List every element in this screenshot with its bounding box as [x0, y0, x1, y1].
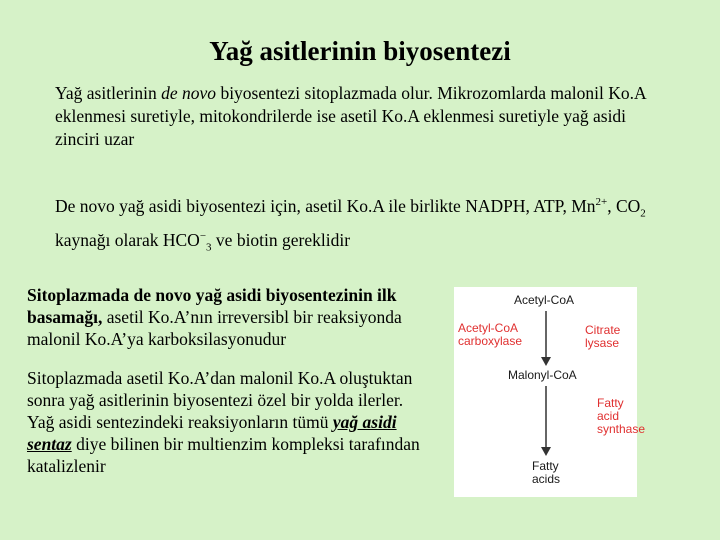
page-title: Yağ asitlerinin biyosentezi [209, 36, 511, 66]
p2-part1: De novo yağ asidi biyosentezi için, asetil Ko.A ile birlikte NADPH, ATP, Mn [55, 195, 596, 216]
p1-text-start: Yağ asitlerinin [55, 83, 162, 103]
lb1-rest: asetil Ko.A’nın irreversibl bir reaksiyonda malonil Ko.A’ya karboksilasyonudur [27, 307, 402, 349]
fatty-acids-label: Fatty acids [532, 459, 561, 486]
lb2-emphasis: yağ asidi sentaz [27, 412, 397, 454]
lb1-bold: Sitoplazmada de novo yağ asidi biyosentezinin ilk basamağı, [27, 285, 397, 327]
fatty-acid-synthase-label: Fatty acid synthase [597, 396, 646, 436]
p2-hco-sup: − [199, 230, 207, 243]
arrow-malonyl-to-fatty-acids [541, 386, 551, 456]
p2-part4: ve biotin gereklidir [211, 230, 351, 251]
acetyl-coa-label: Acetyl-CoA [514, 293, 575, 307]
pathway-arrows [454, 287, 637, 497]
arrow-acetyl-to-malonyl [541, 311, 551, 366]
paragraph-requirements [55, 191, 665, 260]
paragraph-synthesis-location [55, 82, 665, 151]
p2-co-sub: 2 [640, 207, 646, 220]
lb2-before: Sitoplazmada asetil Ko.A’dan malonil Ko.A oluştuktan sonra yağ asitlerinin biyosentezi özel bir yolda ilerler. Yağ asidi sentezindeki reaksiyonların tümü [27, 368, 413, 432]
p2-hco-sub: 3 [206, 241, 212, 254]
pathway-diagram [454, 287, 646, 497]
first-step-paragraph [27, 284, 427, 350]
lb2-after: diye bilinen bir multienzim kompleksi tarafından katalizlenir [27, 434, 420, 476]
p2-part3: kaynağı olarak HCO [55, 230, 200, 251]
p2-part2: , CO [607, 195, 641, 216]
p1-de-novo: de novo [161, 83, 217, 103]
malonyl-coa-label: Malonyl-CoA [508, 368, 577, 382]
acetyl-coa-carboxylase-label: Acetyl-CoA carboxylase [458, 321, 523, 348]
citrate-lyase-label: Citrate lysase [585, 323, 621, 350]
p1-text-end: biyosentezi sitoplazmada olur. Mikrozomlarda malonil Ko.A eklenmesi suretiyle, mitokondrilerde ise asetil Ko.A eklenmesi suretiyle yağ asidi zinciri uzar [55, 83, 646, 149]
p2-mn-sup: 2+ [595, 196, 608, 208]
fatty-acid-synthase-paragraph [27, 367, 427, 477]
